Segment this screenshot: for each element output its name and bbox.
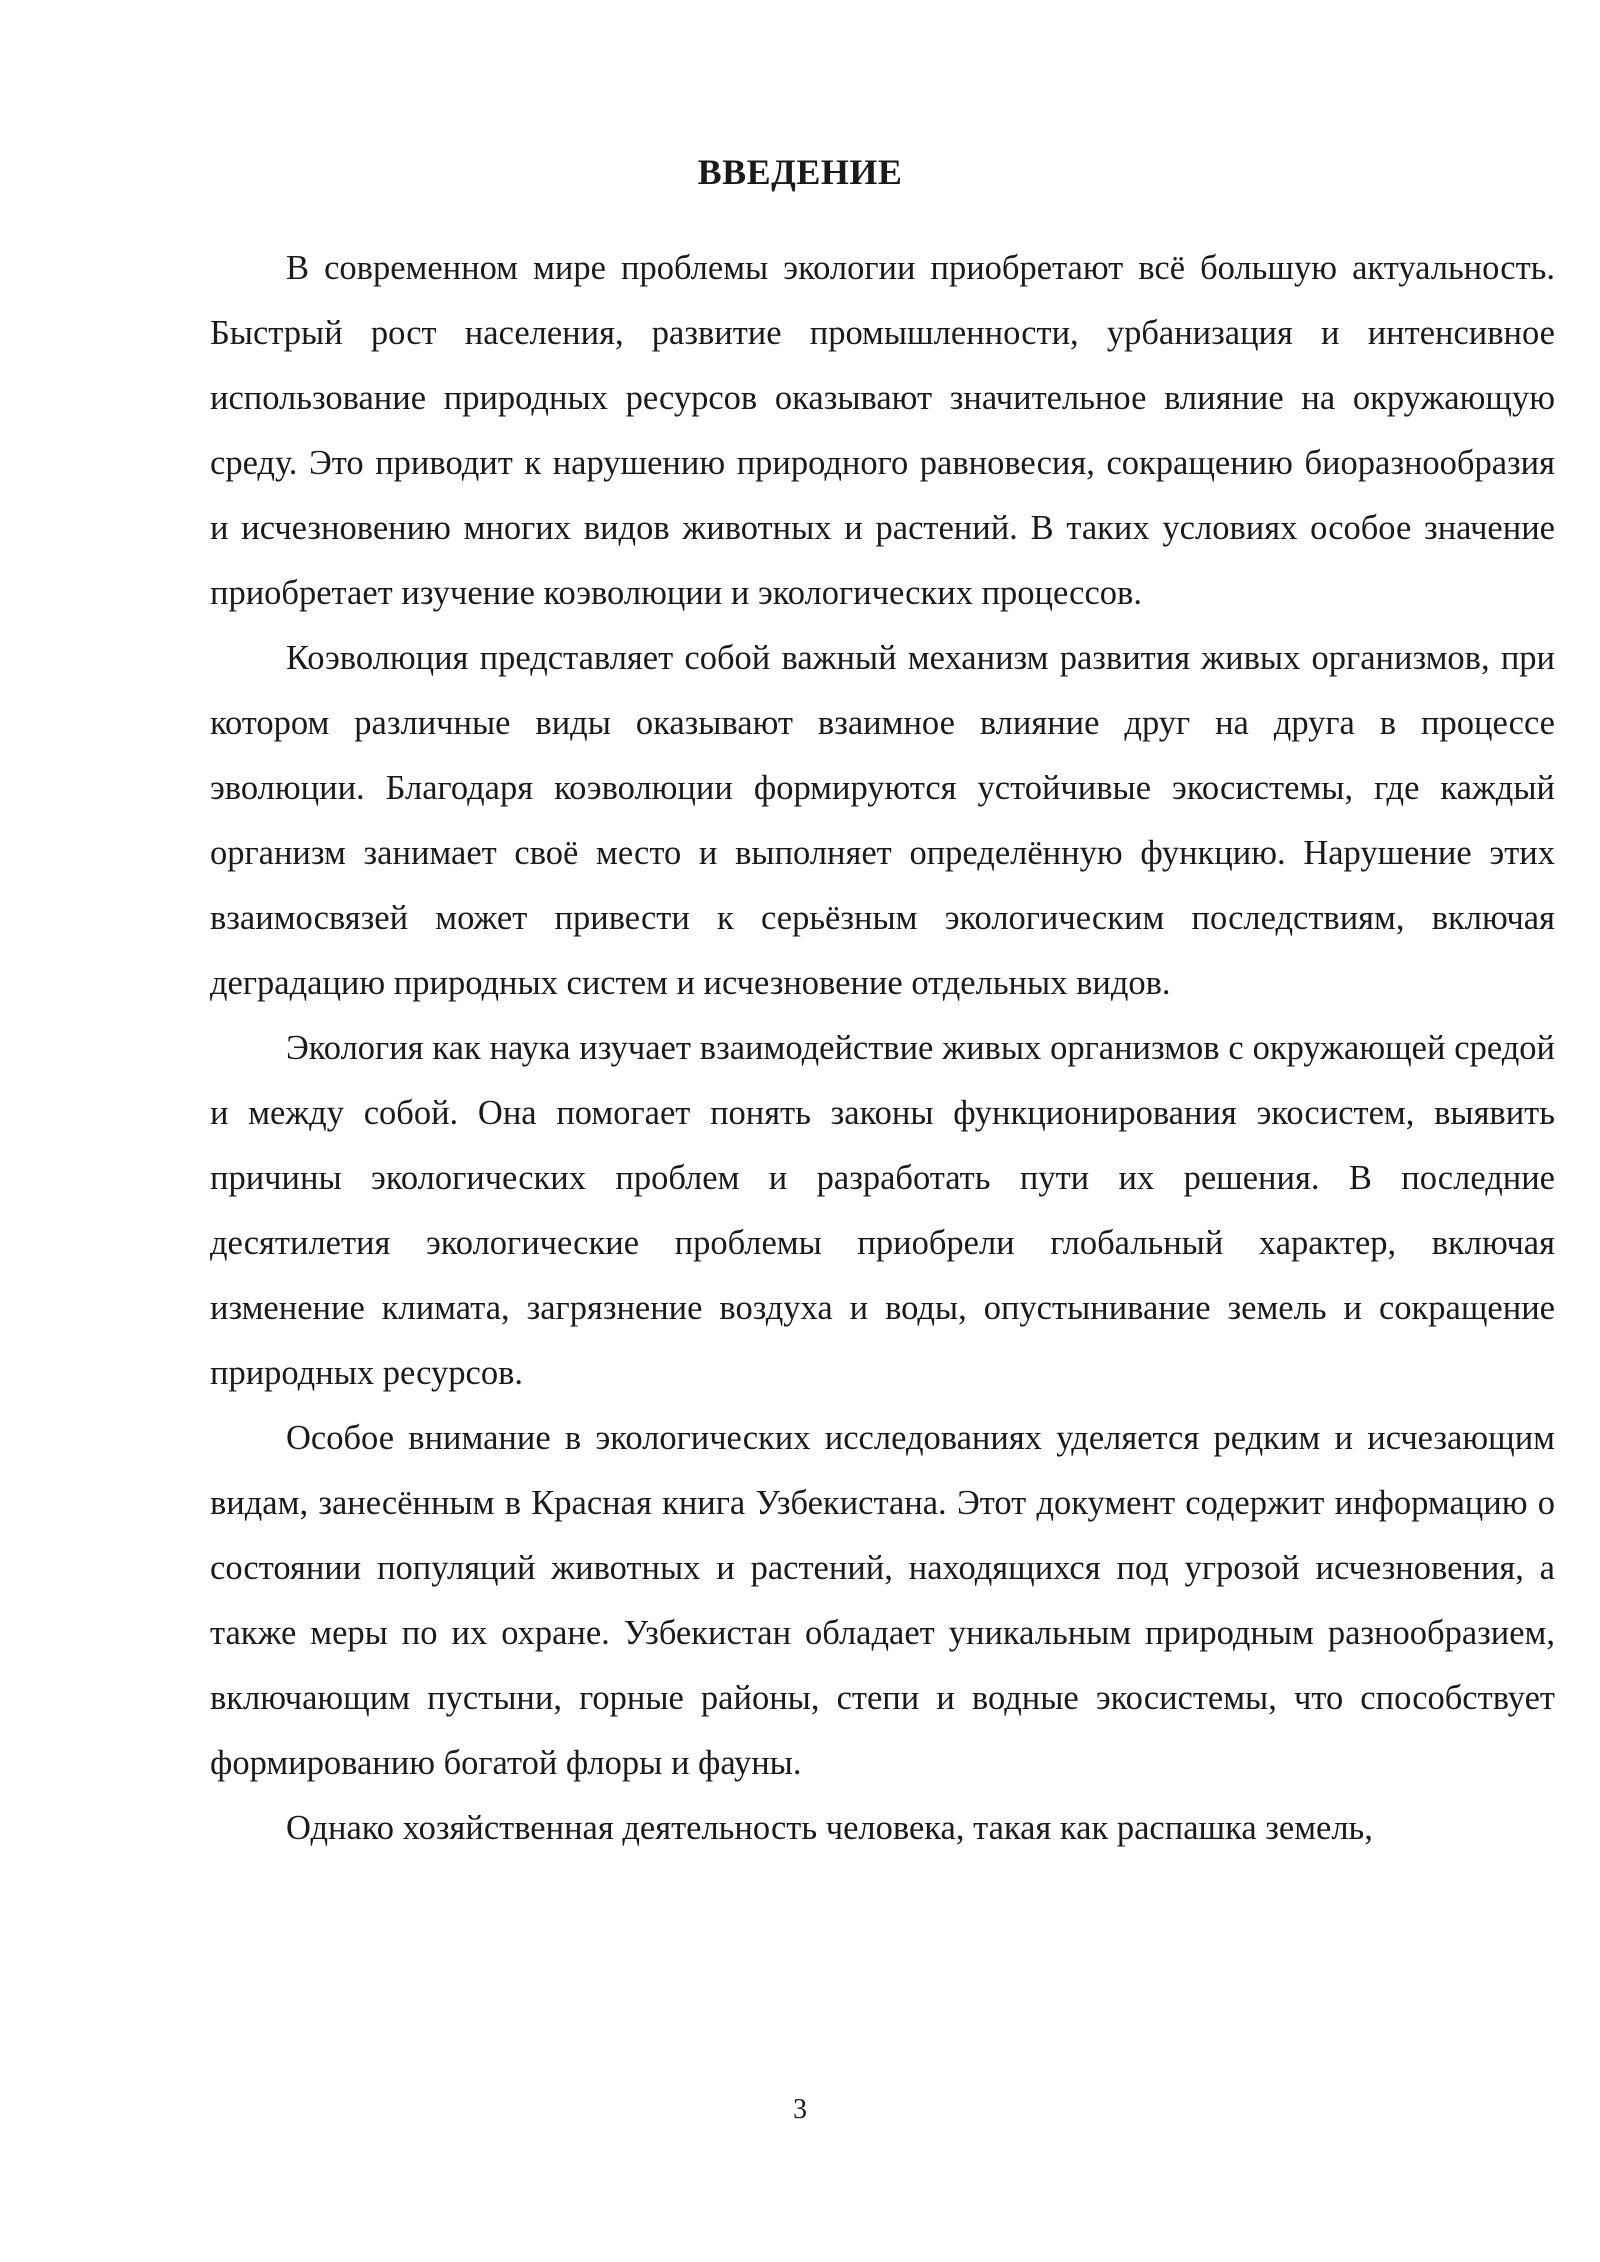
paragraph: Экология как наука изучает взаимодействие живых организмов с окружающей средой и между собой. Она помогает понять законы функционирования экосистем, выявить причины экологических проблем и разработать пути их решения. В последние десятилетия экологические проблемы приобрели глобальный характер, включая изменение климата, загрязнение воздуха и воды, опустынивание земель и сокращение природных ресурсов. bbox=[210, 1029, 1555, 1392]
page-number: 3 bbox=[793, 2094, 807, 2125]
paragraph: Однако хозяйственная деятельность человека, такая как распашка земель, bbox=[286, 1809, 1373, 1847]
paragraph: Особое внимание в экологических исследованиях уделяется редким и исчезающим видам, занесённым в Красная книга Узбекистана. Этот документ содержит информацию о состоянии популяций животных и растений, находящихся под угрозой исчезновения, а также меры по их охране. Узбекистан обладает уникальным природным разнообразием, включающим пустыни, горные районы, степи и водные экосистемы, что способствует формированию богатой флоры и фауны. bbox=[210, 1419, 1555, 1782]
paragraph: Коэволюция представляет собой важный механизм развития живых организмов, при котором различные виды оказывают взаимное влияние друг на друга в процессе эволюции. Благодаря коэволюции формируются устойчивые экосистемы, где каждый организм занимает своё место и выполняет определённую функцию. Нарушение этих взаимосвязей может привести к серьёзным экологическим последствиям, включая деградацию природных систем и исчезновение отдельных видов. bbox=[210, 639, 1555, 1002]
document-body bbox=[210, 236, 1555, 1861]
paragraph: В современном мире проблемы экологии приобретают всё большую актуальность. Быстрый рост населения, развитие промышленности, урбанизация и интенсивное использование природных ресурсов оказывают значительное влияние на окружающую среду. Это приводит к нарушению природного равновесия, сокращению биоразнообразия и исчезновению многих видов животных и растений. В таких условиях особое значение приобретает изучение коэволюции и экологических процессов. bbox=[210, 249, 1555, 612]
page-title: ВВЕДЕНИЕ bbox=[697, 152, 903, 192]
